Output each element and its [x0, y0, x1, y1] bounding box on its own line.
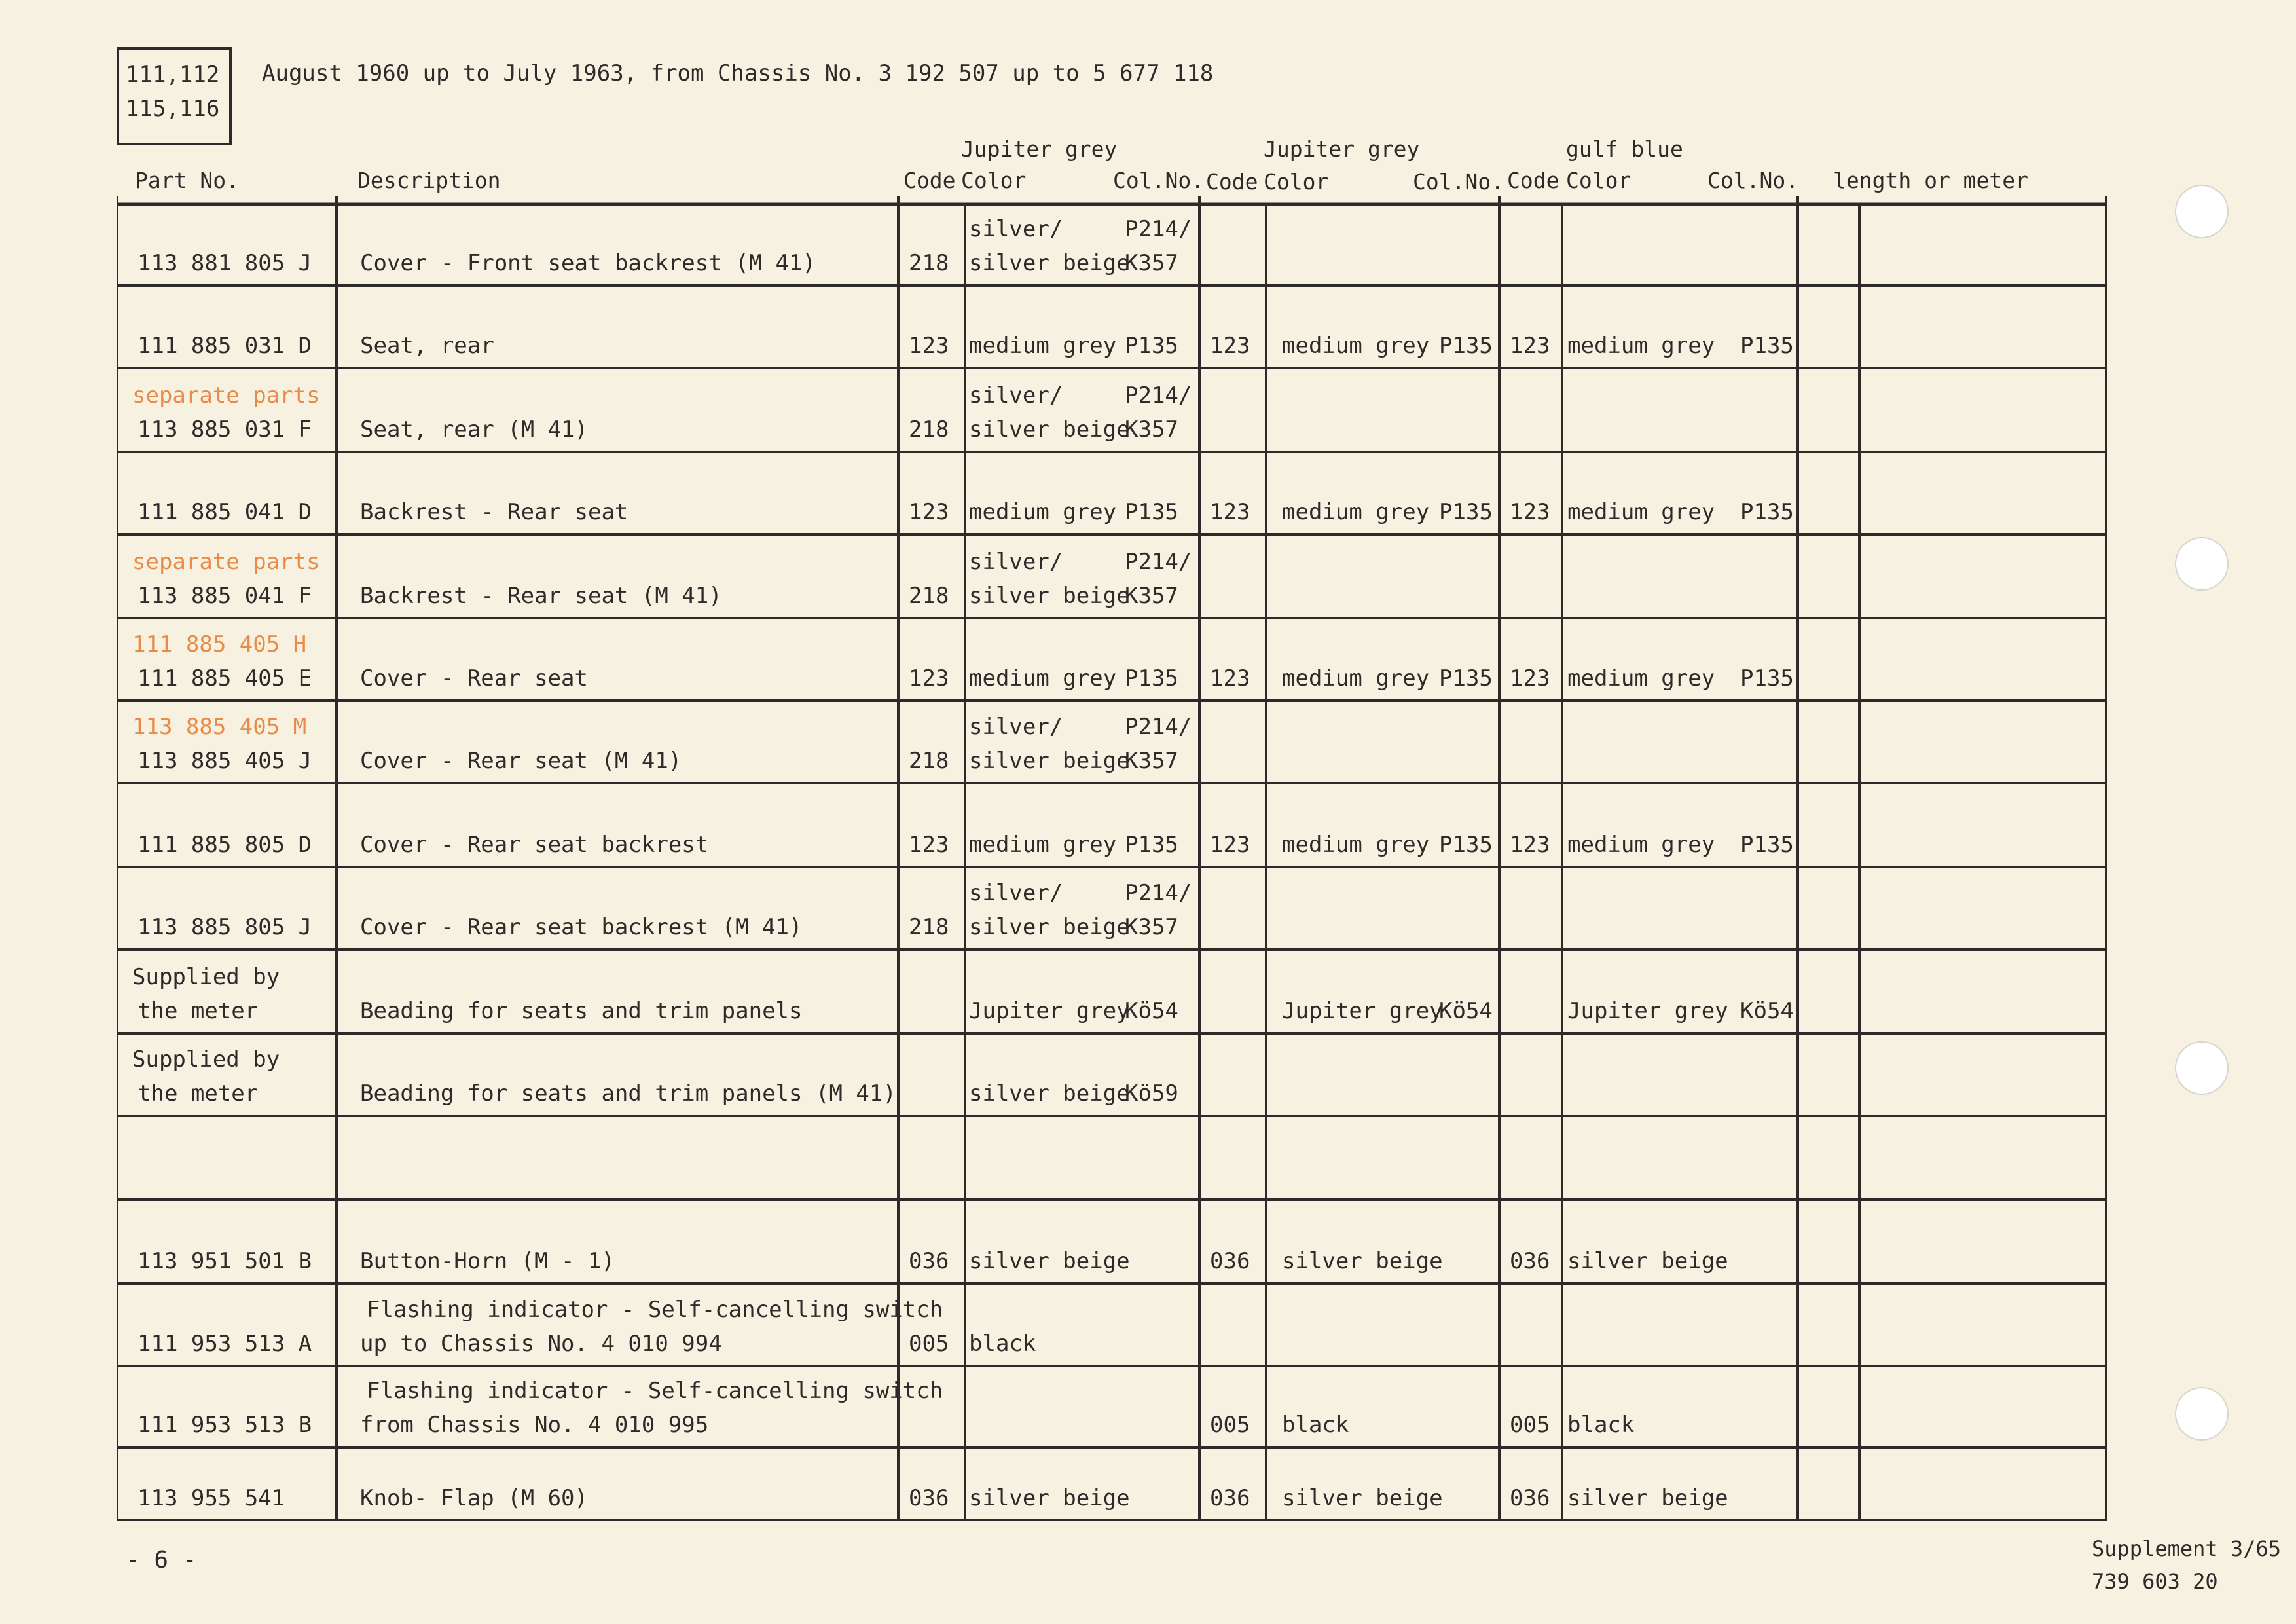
- g1-color: silver beige: [969, 583, 1130, 609]
- punch-hole: [2175, 537, 2229, 591]
- part-number: 111 953 513 B: [137, 1412, 312, 1438]
- part-number: 113 885 805 J: [137, 914, 312, 940]
- g1-color: silver beige: [969, 1080, 1130, 1107]
- group3-header: gulf blue: [1566, 136, 1683, 162]
- description: Backrest - Rear seat (M 41): [360, 583, 722, 609]
- part-number: 113 885 405 J: [137, 748, 312, 774]
- g2-code-header: Code: [1206, 169, 1258, 194]
- g1-color-header: Color: [961, 168, 1027, 193]
- punch-hole: [2175, 185, 2229, 238]
- g2-color: medium grey: [1282, 499, 1430, 525]
- g1-code: 123: [909, 665, 949, 692]
- part-number: 111 953 513 A: [137, 1331, 312, 1357]
- description: Button-Horn (M - 1): [360, 1248, 615, 1274]
- g1-color-number: P214/: [1125, 714, 1192, 740]
- g3-color: Jupiter grey: [1567, 998, 1728, 1024]
- g1-color: medium grey: [969, 665, 1117, 692]
- g3-code: 123: [1510, 499, 1550, 525]
- part-number: the meter: [137, 998, 259, 1024]
- model-line-2: 115,116: [126, 96, 220, 122]
- g1-color: medium grey: [969, 333, 1117, 359]
- g1-color: silver/: [969, 216, 1063, 242]
- g3-color: medium grey: [1567, 665, 1715, 692]
- g3-code: 123: [1510, 333, 1550, 359]
- g1-color-number: P135: [1125, 665, 1178, 692]
- part-number: 113 885 041 F: [137, 583, 312, 609]
- g1-code: 123: [909, 832, 949, 858]
- g1-code: 123: [909, 499, 949, 525]
- g2-code: 005: [1210, 1412, 1250, 1438]
- g2-colno-header: Col.No.: [1413, 169, 1504, 194]
- g1-color-number: K357: [1125, 250, 1178, 276]
- model-line-1: 111,112: [126, 62, 220, 88]
- g2-code: 123: [1210, 499, 1250, 525]
- g1-code: 218: [909, 416, 949, 443]
- g3-color-number: P135: [1740, 665, 1794, 692]
- g1-color-number: K357: [1125, 583, 1178, 609]
- g1-code: 218: [909, 250, 949, 276]
- part-number: 113 951 501 B: [137, 1248, 312, 1274]
- part-number: 111 885 031 D: [137, 333, 312, 359]
- part-number-note: Supplied by: [132, 1046, 280, 1073]
- g1-color-number: P135: [1125, 333, 1178, 359]
- g2-code: 036: [1210, 1485, 1250, 1511]
- g3-color: silver beige: [1567, 1248, 1728, 1274]
- g1-color: silver beige: [969, 1248, 1130, 1274]
- description: Cover - Rear seat (M 41): [360, 748, 682, 774]
- g1-color-number: K357: [1125, 914, 1178, 940]
- part-number-note: separate parts: [132, 549, 320, 575]
- g3-code: 123: [1510, 665, 1550, 692]
- g1-code: 036: [909, 1248, 949, 1274]
- description: Cover - Rear seat: [360, 665, 588, 692]
- description: up to Chassis No. 4 010 994: [360, 1331, 722, 1357]
- g3-color-header: Color: [1566, 168, 1631, 193]
- g3-code: 005: [1510, 1412, 1550, 1438]
- g1-color: silver beige: [969, 748, 1130, 774]
- part-number-note: 111 885 405 H: [132, 631, 307, 657]
- g3-code: 123: [1510, 832, 1550, 858]
- parts-table: [117, 196, 2107, 1521]
- g2-color: silver beige: [1282, 1485, 1443, 1511]
- g2-color: medium grey: [1282, 665, 1430, 692]
- g1-code: 218: [909, 748, 949, 774]
- description: Knob- Flap (M 60): [360, 1485, 588, 1511]
- g3-color-number: P135: [1740, 832, 1794, 858]
- g2-color: medium grey: [1282, 333, 1430, 359]
- page-number: - 6 -: [126, 1547, 197, 1574]
- g1-color-number: P214/: [1125, 382, 1192, 409]
- description: Beading for seats and trim panels: [360, 998, 803, 1024]
- part-number: 111 885 805 D: [137, 832, 312, 858]
- g3-color: medium grey: [1567, 333, 1715, 359]
- g3-color: black: [1567, 1412, 1635, 1438]
- g3-color: medium grey: [1567, 832, 1715, 858]
- part-number: 113 885 031 F: [137, 416, 312, 443]
- g1-color: medium grey: [969, 499, 1117, 525]
- description: Seat, rear: [360, 333, 494, 359]
- document-number: 739 603 20: [2092, 1569, 2218, 1594]
- g2-color: Jupiter grey: [1282, 998, 1443, 1024]
- g1-color-number: P214/: [1125, 216, 1192, 242]
- g1-color: medium grey: [969, 832, 1117, 858]
- g3-code-header: Code: [1507, 168, 1559, 193]
- g1-color-number: P214/: [1125, 549, 1192, 575]
- part-no-header: Part No.: [135, 168, 239, 193]
- g3-color-number: Kö54: [1740, 998, 1794, 1024]
- punch-hole: [2175, 1387, 2229, 1441]
- part-number: 111 885 041 D: [137, 499, 312, 525]
- punch-hole: [2175, 1041, 2229, 1095]
- g1-color: black: [969, 1331, 1036, 1357]
- g1-color-number: K357: [1125, 748, 1178, 774]
- description: Cover - Front seat backrest (M 41): [360, 250, 816, 276]
- g1-color: Jupiter grey: [969, 998, 1130, 1024]
- g2-color-number: P135: [1439, 333, 1493, 359]
- g1-color: silver beige: [969, 250, 1130, 276]
- g1-code: 218: [909, 914, 949, 940]
- group2-header: Jupiter grey: [1264, 136, 1420, 162]
- g1-color-number: P135: [1125, 499, 1178, 525]
- model-number-box: [117, 47, 232, 145]
- g1-color: silver beige: [969, 416, 1130, 443]
- g1-color: silver/: [969, 880, 1063, 906]
- g1-color: silver beige: [969, 1485, 1130, 1511]
- g3-colno-header: Col.No.: [1707, 168, 1799, 193]
- g2-code: 123: [1210, 832, 1250, 858]
- description: Cover - Rear seat backrest: [360, 832, 709, 858]
- description: Backrest - Rear seat: [360, 499, 629, 525]
- group1-header: Jupiter grey: [961, 136, 1118, 162]
- g2-color-number: P135: [1439, 499, 1493, 525]
- part-number-note: 113 885 405 M: [132, 714, 307, 740]
- g1-color-number: K357: [1125, 416, 1178, 443]
- g1-code: 005: [909, 1331, 949, 1357]
- page-subtitle: August 1960 up to July 1963, from Chassis No. 3 192 507 up to 5 677 118: [262, 60, 1214, 86]
- g1-color: silver beige: [969, 914, 1130, 940]
- g1-color: silver/: [969, 382, 1063, 409]
- g3-color: medium grey: [1567, 499, 1715, 525]
- g1-code-header: Code: [903, 168, 956, 193]
- g2-color: black: [1282, 1412, 1349, 1438]
- g2-color-header: Color: [1264, 169, 1329, 194]
- description: from Chassis No. 4 010 995: [360, 1412, 709, 1438]
- description: Seat, rear (M 41): [360, 416, 588, 443]
- part-number-note: separate parts: [132, 382, 320, 409]
- g1-code: 123: [909, 333, 949, 359]
- part-number: 111 885 405 E: [137, 665, 312, 692]
- g3-code: 036: [1510, 1248, 1550, 1274]
- g2-color-number: P135: [1439, 832, 1493, 858]
- description-header: Description: [357, 168, 501, 193]
- g3-color-number: P135: [1740, 499, 1794, 525]
- description: Beading for seats and trim panels (M 41): [360, 1080, 896, 1107]
- g1-color-number: P135: [1125, 832, 1178, 858]
- g1-colno-header: Col.No.: [1113, 168, 1205, 193]
- g2-color-number: Kö54: [1439, 998, 1493, 1024]
- g2-code: 123: [1210, 333, 1250, 359]
- g1-color: silver/: [969, 714, 1063, 740]
- description-line: Flashing indicator - Self-cancelling switch: [367, 1378, 943, 1404]
- g2-color: silver beige: [1282, 1248, 1443, 1274]
- g1-color-number: Kö59: [1125, 1080, 1178, 1107]
- g1-code: 218: [909, 583, 949, 609]
- g3-code: 036: [1510, 1485, 1550, 1511]
- g1-code: 036: [909, 1485, 949, 1511]
- description: Cover - Rear seat backrest (M 41): [360, 914, 803, 940]
- supplement-label: Supplement 3/65: [2092, 1536, 2281, 1561]
- g2-color-number: P135: [1439, 665, 1493, 692]
- g1-color-number: Kö54: [1125, 998, 1178, 1024]
- g2-code: 036: [1210, 1248, 1250, 1274]
- g3-color-number: P135: [1740, 333, 1794, 359]
- g3-color: silver beige: [1567, 1485, 1728, 1511]
- g1-color: silver/: [969, 549, 1063, 575]
- footer-reference: [2092, 1532, 2281, 1598]
- part-number: the meter: [137, 1080, 259, 1107]
- g1-color-number: P214/: [1125, 880, 1192, 906]
- description-line: Flashing indicator - Self-cancelling switch: [367, 1297, 943, 1323]
- part-number: 113 881 805 J: [137, 250, 312, 276]
- part-number-note: Supplied by: [132, 964, 280, 990]
- part-number: 113 955 541: [137, 1485, 285, 1511]
- g2-color: medium grey: [1282, 832, 1430, 858]
- length-header: length or meter: [1833, 168, 2029, 193]
- g2-code: 123: [1210, 665, 1250, 692]
